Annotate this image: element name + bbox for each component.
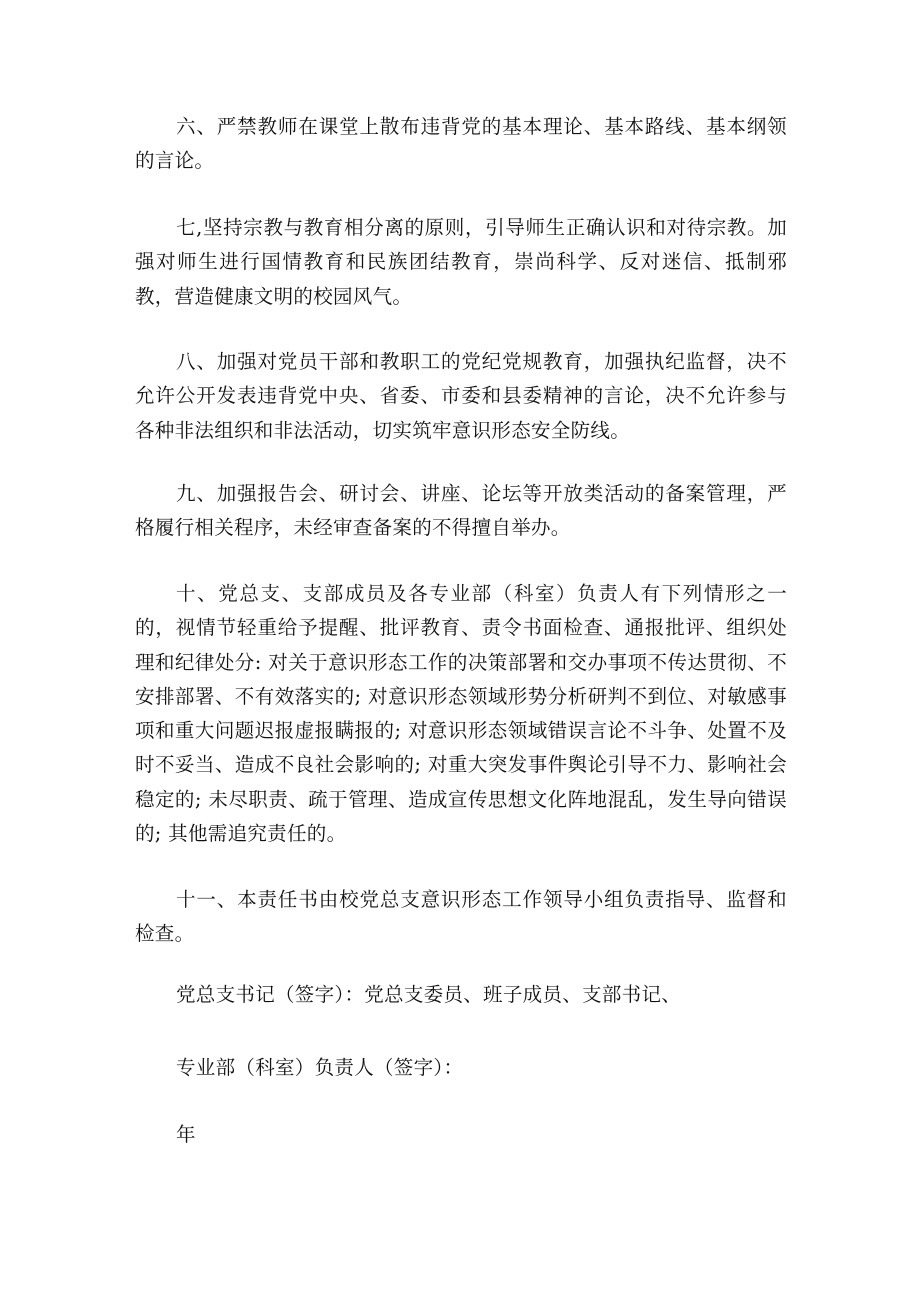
- signature-line-secretary: 党总支书记（签字）：党总支委员、班子成员、支部书记、: [176, 983, 682, 1006]
- paragraph-eight: 八、加强对党员干部和教职工的党纪党规教育，加强执纪监督，决不允许公开发表违背党中央、省委、市委和县委精神的言论，决不允许参与各种非法组织和非法活动，切实筑牢意识形态安全防线。: [135, 350, 787, 442]
- paragraph-six: 六、严禁教师在课堂上散布违背党的基本理论、基本路线、基本纲领的言论。: [135, 115, 787, 173]
- paragraph-seven: 七,坚持宗教与教育相分离的原则，引导师生正确认识和对待宗教。加强对师生进行国情教育和民族团结教育，崇尚科学、反对迷信、抵制邪教，营造健康文明的校园风气。: [135, 216, 787, 308]
- signature-line-department-head: 专业部（科室）负责人（签字）：: [176, 1056, 464, 1079]
- paragraph-nine: 九、加强报告会、研讨会、讲座、论坛等开放类活动的备案管理，严格履行相关程序，未经审查备案的不得擅自举办。: [135, 482, 787, 540]
- paragraph-eleven: 十一、本责任书由校党总支意识形态工作领导小组负责指导、监督和检查。: [135, 888, 787, 946]
- signature-line-date: 年: [176, 1123, 196, 1146]
- paragraph-ten: 十、党总支、支部成员及各专业部（科室）负责人有下列情形之一的，视情节轻重给予提醒、批评教育、责令书面检查、通报批评、组织处理和纪律处分: 对关于意识形态工作的决策部署和交办事项不传达贯彻、不安排部署、不有效落实的; 对意识形态领域形势分析研判不到位、对敏感事项和重大问题迟报虚报瞒报的; 对意识形态领域错误言论不斗争、处置不及时不妥当、造成不良社会影响的; 对重大突发事件舆论引导不力、影响社会稳定的; 未尽职责、疏于管理、造成宣传思想文化阵地混乱，发生导向错误的; 其他需追究责任的。: [135, 582, 787, 846]
